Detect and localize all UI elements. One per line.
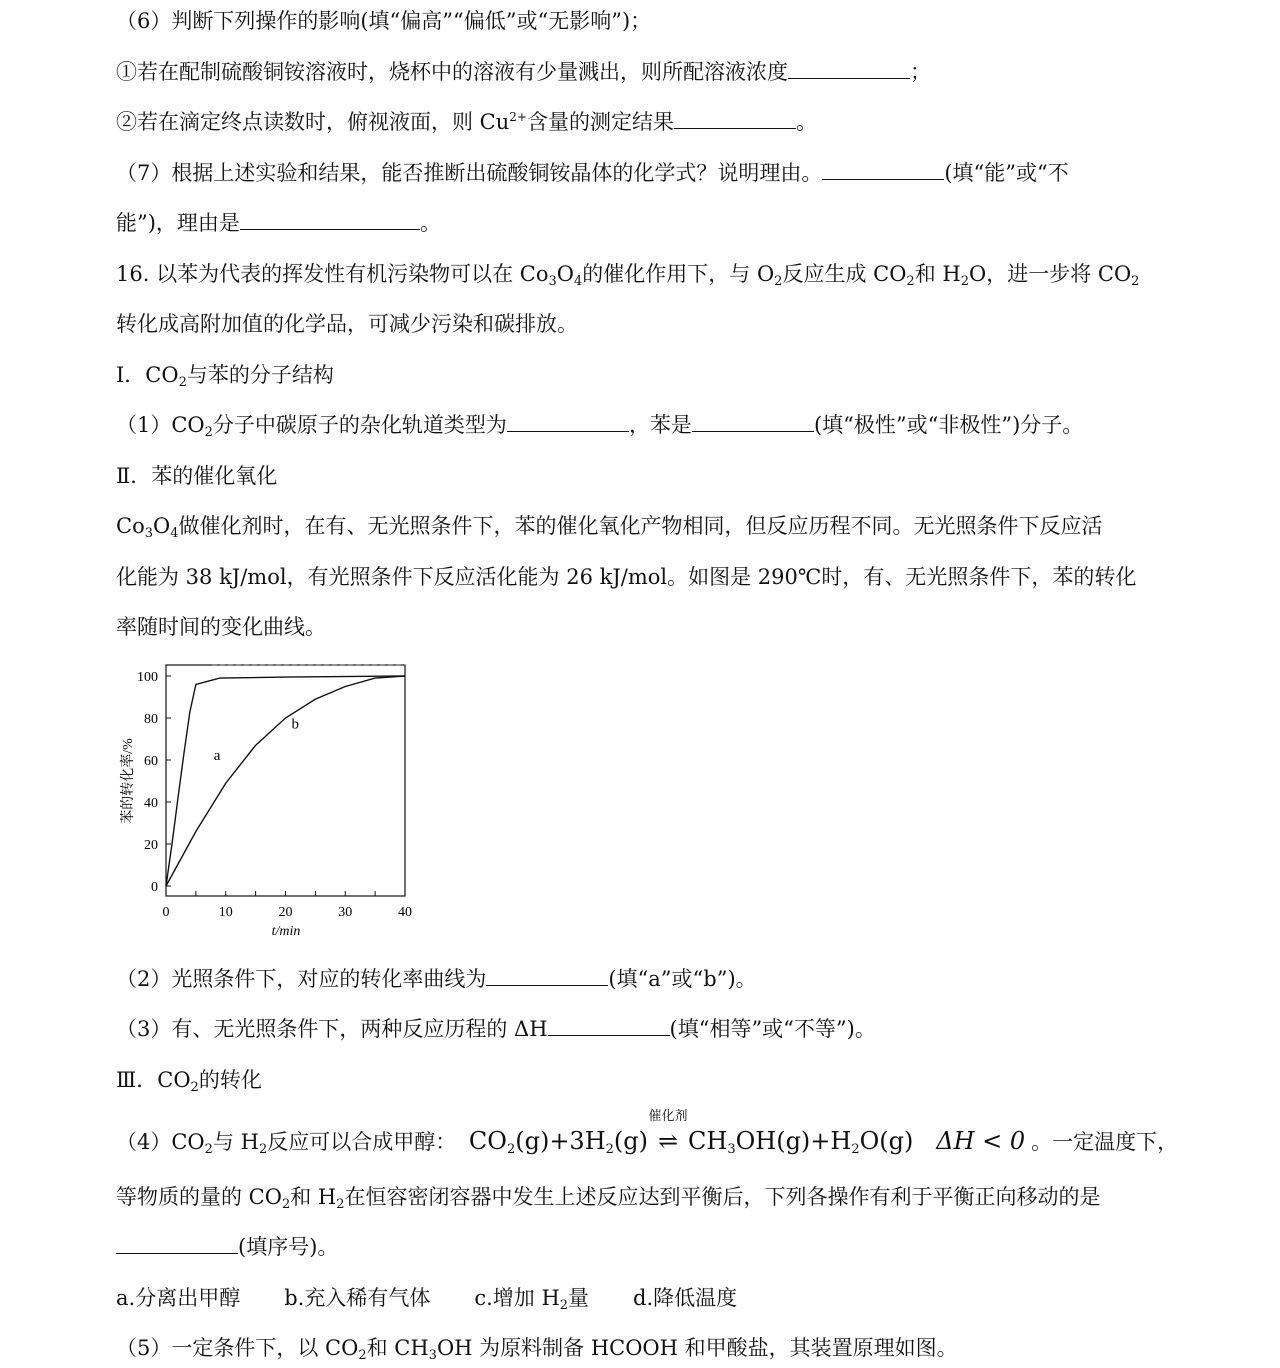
x-tick-label: 40: [398, 905, 412, 920]
option-c: c.增加 $H_2$量: [474, 1286, 590, 1313]
option-d: d.降低温度: [633, 1286, 738, 1310]
section-2-para3: 率随时间的变化曲线。: [116, 615, 326, 639]
answer-blank-q1-1[interactable]: [507, 411, 629, 432]
y-axis-label: 苯的转化率/%: [121, 738, 136, 824]
q5-line: （5）一定条件下，以 $CO_2$和 $CH_3OH$ 为原料制备 HCOOH 和甲酸盐，其装置原理如图。: [116, 1336, 958, 1363]
section-2-para1: $Co_3O_4$做催化剂时，在有、无光照条件下，苯的催化氧化产物相同，但反应历程不同。无光照条件下反应活: [116, 514, 1103, 541]
plot-frame: [166, 665, 405, 896]
y-tick-label: 60: [144, 754, 158, 769]
q6-title: （6）判断下列操作的影响(填“偏高”“偏低”或“无影响”)；: [116, 9, 652, 33]
section-1-heading: Ⅰ．$CO_2$与苯的分子结构: [116, 363, 334, 390]
answer-blank-q1-2[interactable]: [692, 411, 814, 432]
q7-line2: 能”)，理由是 。: [116, 211, 441, 235]
answer-blank-q3[interactable]: [548, 1015, 670, 1036]
q7-line1: （7）根据上述实验和结果，能否推断出硫酸铜铵晶体的化学式？说明理由。 (填“能”或“不: [116, 161, 1069, 185]
x-tick-label: 0: [162, 905, 170, 920]
series-line-a: [166, 676, 405, 886]
q4-line3: (填序号)。: [116, 1232, 338, 1262]
section-2-para2: 化能为 38 kJ/mol，有光照条件下反应活化能为 26 kJ/mol。如图是 290℃时，有、无光照条件下，苯的转化: [116, 565, 1137, 589]
methanol-equation: $CO_2(g)+3H_2(g)$ 催化剂 ⇌ $CH_3OH(g)+H_2O(g)$ ΔH < 0: [468, 1109, 1026, 1157]
answer-blank-q6-1[interactable]: [788, 58, 910, 79]
y-tick-label: 80: [144, 712, 158, 727]
section-3-heading: Ⅲ．$CO_2$的转化: [116, 1068, 262, 1095]
equilibrium-arrow: 催化剂 ⇌: [648, 1109, 688, 1155]
answer-blank-q2[interactable]: [486, 965, 608, 986]
q1-line: $(1)CO_2$分子中碳原子的杂化轨道类型为 ，苯是 (填“极性”或“非极性”)分子。: [116, 413, 1084, 440]
q4-line2: 等物质的量的 $CO_2$和 $H_2$在恒容密闭容器中发生上述反应达到平衡后，下列各操作有利于平衡正向移动的是: [116, 1185, 1101, 1212]
y-tick-label: 0: [151, 880, 158, 895]
section-2-heading: Ⅱ．苯的催化氧化: [116, 464, 278, 488]
q16-para2: 转化成高附加值的化学品，可减少污染和碳排放。: [116, 312, 578, 336]
q6-item2: ②若在滴定终点读数时，俯视液面，则 $Cu^{2+}$含量的测定结果 。: [116, 110, 817, 134]
q2-line: （2）光照条件下，对应的转化率曲线为 (填“a”或“b”)。: [116, 967, 757, 991]
option-a: a.分离出甲醇: [116, 1286, 241, 1310]
answer-blank-q7-1[interactable]: [822, 159, 944, 180]
q3-line: （3）有、无光照条件下，两种反应历程的 ΔH (填“相等”或“不等”)。: [116, 1017, 876, 1041]
x-tick-label: 30: [338, 905, 353, 920]
y-tick-label: 20: [144, 838, 158, 853]
y-tick-label: 100: [137, 670, 158, 685]
series-label-a: a: [213, 748, 221, 764]
conversion-chart: [110, 655, 430, 945]
q6-item1: ①若在配制硫酸铜铵溶液时，烧杯中的溶液有少量溅出，则所配溶液浓度 ；: [116, 60, 931, 84]
q4-options: [116, 1283, 781, 1313]
y-tick-label: 40: [144, 796, 158, 811]
q16-para1: 16. 以苯为代表的挥发性有机污染物可以在 $Co_3O_4$的催化作用下，与 $O_2$反应生成 $CO_2$和 $H_2O$，进一步将 $CO_2$: [116, 262, 1140, 289]
answer-blank-q7-2[interactable]: [240, 209, 420, 230]
x-tick-label: 20: [278, 905, 293, 920]
x-axis-label: t/min: [271, 924, 301, 939]
series-label-b: b: [291, 716, 299, 733]
x-tick-label: 10: [218, 905, 233, 920]
answer-blank-q4[interactable]: [116, 1233, 238, 1254]
series-line-b: [166, 676, 405, 886]
option-b: b.充入稀有气体: [284, 1286, 431, 1310]
q4-line1: $(4)CO_2$与 $H_2$反应可以合成甲醇： $CO_2(g)+3H_2(g)$ 催化剂 ⇌ $CH_3OH(g)+H_2O(g)$ ΔH < 0 。一定温度下，: [116, 1109, 1179, 1157]
answer-blank-q6-2[interactable]: [674, 108, 796, 129]
